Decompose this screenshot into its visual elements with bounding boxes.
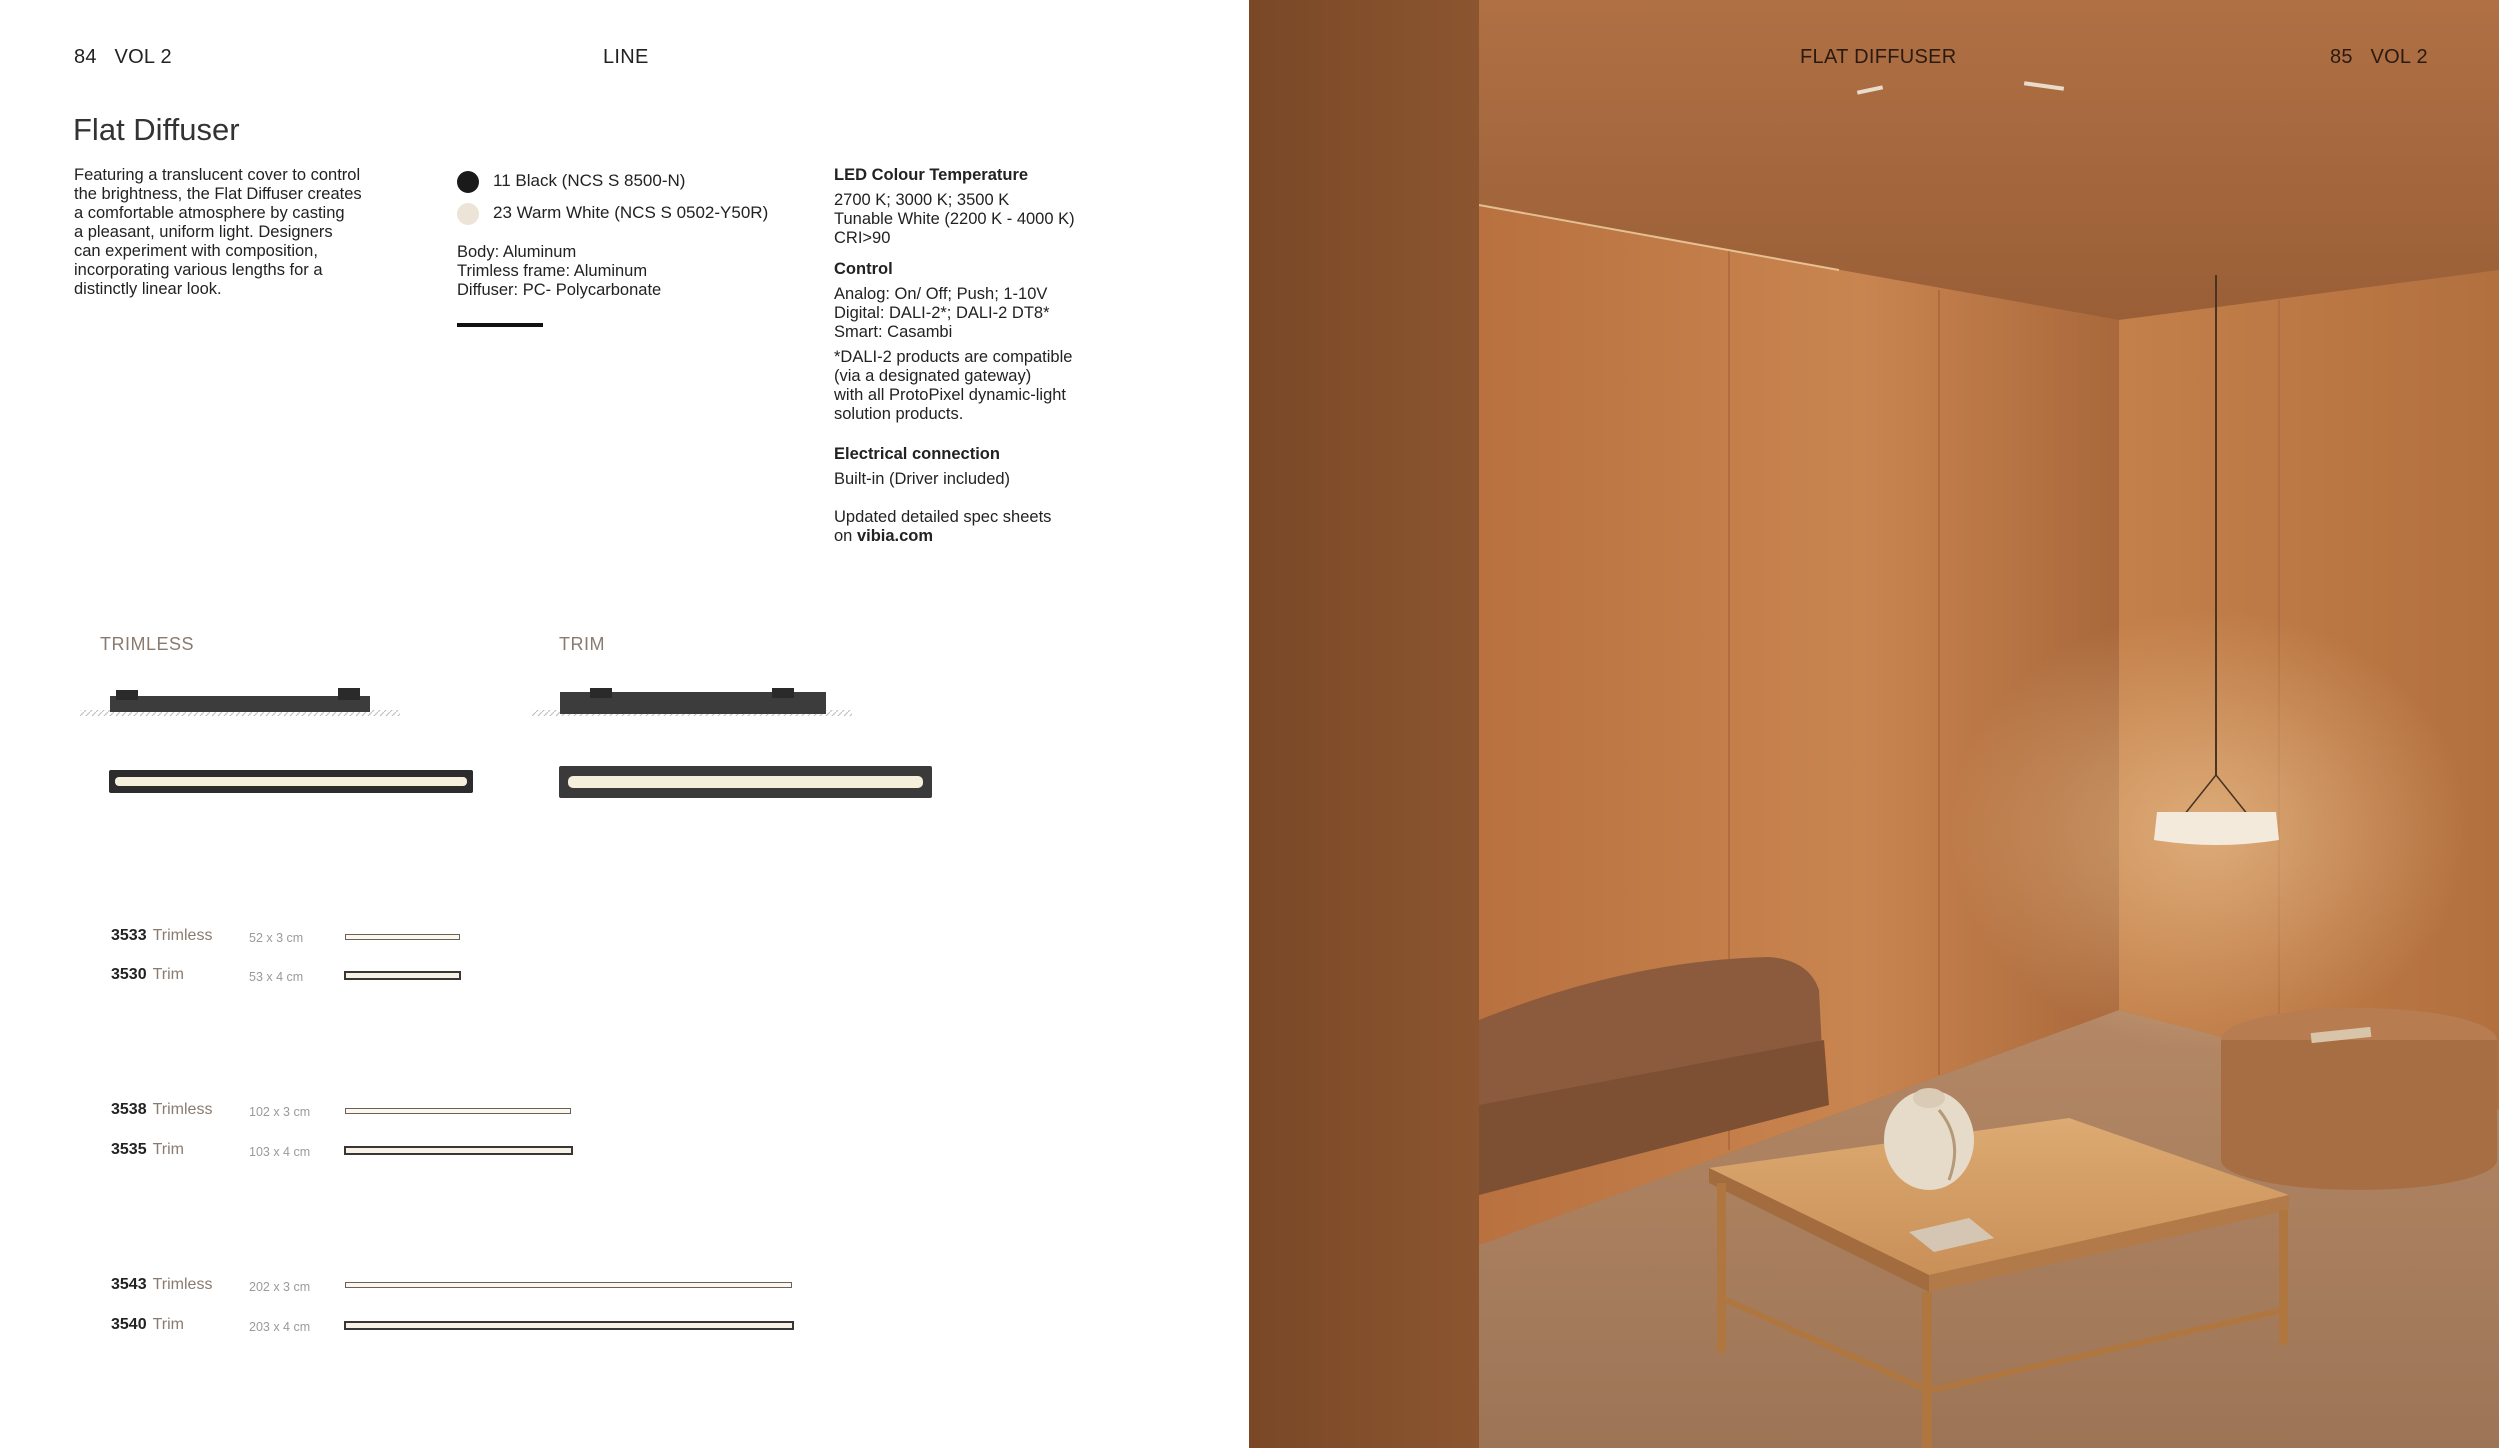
model-bar-3540	[344, 1321, 794, 1330]
model-bar-3543	[345, 1282, 792, 1288]
interior-photo	[1249, 0, 2499, 1448]
model-bar-3530	[344, 971, 461, 980]
trim-profile-drawing	[530, 676, 860, 736]
trim-front-drawing	[559, 766, 932, 798]
model-row: 3538 Trimless	[111, 1101, 213, 1118]
page-title: Flat Diffuser	[73, 112, 240, 147]
model-row: 3533 Trimless	[111, 927, 213, 944]
finish-item: 11 Black (NCS S 8500-N)	[457, 165, 768, 197]
page-number-left: 84	[74, 46, 97, 68]
led-heading: LED Colour Temperature	[834, 166, 1029, 184]
warm-white-swatch-icon	[457, 203, 479, 225]
trimless-front-drawing	[109, 770, 473, 793]
left-page-header	[74, 46, 172, 69]
page-number-right: 85	[2330, 46, 2353, 68]
black-swatch-icon	[457, 171, 479, 193]
model-bar-3535	[344, 1146, 573, 1155]
section-header-left: LINE	[603, 46, 649, 68]
vibia-link[interactable]: vibia.com	[856, 527, 934, 545]
materials-list: Body: Aluminum Trimless frame: Aluminum Diffuser: PC- Polycarbonate	[457, 243, 662, 299]
finish-list	[457, 165, 768, 229]
model-row: 3535 Trim	[111, 1141, 184, 1158]
trimless-label: TRIMLESS	[100, 634, 195, 654]
spec-column: LED Colour Temperature 2700 K; 3000 K; 3500 K Tunable White (2200 K - 4000 K) CRI>90 Control Analog: On/ Off; Push; 1-10V Digital: DALI-2*; DALI-2 DT8* Smart: Casambi *DALI-2 products are compatible (via a designated gateway) with all ProtoPixel dynamic-light solution products. Electrical connection Built-in (Driver included) Updated detailed spec sheets on vibia.com	[834, 166, 1134, 546]
model-bar-3533	[345, 934, 460, 940]
model-row: 3543 Trimless	[111, 1276, 213, 1293]
model-bar-3538	[345, 1108, 571, 1114]
model-row: 3540 Trim	[111, 1316, 184, 1333]
product-description: Featuring a translucent cover to control the brightness, the Flat Diffuser creates a comfortable atmosphere by casting a pleasant, uniform light. Designers can experiment with composition, incorporating various lengths for a distinctly linear look.	[74, 166, 362, 298]
finish-item: 23 Warm White (NCS S 0502-Y50R)	[457, 197, 768, 229]
volume-right: VOL 2	[2370, 46, 2428, 68]
right-page-header	[2330, 46, 2428, 69]
electrical-heading: Electrical connection	[834, 445, 1000, 463]
model-row: 3530 Trim	[111, 966, 184, 983]
control-heading: Control	[834, 260, 893, 278]
volume-left: VOL 2	[114, 46, 172, 68]
trim-label: TRIM	[559, 634, 605, 654]
divider-rule	[457, 323, 543, 327]
section-header-right: FLAT DIFFUSER	[1800, 46, 1957, 68]
